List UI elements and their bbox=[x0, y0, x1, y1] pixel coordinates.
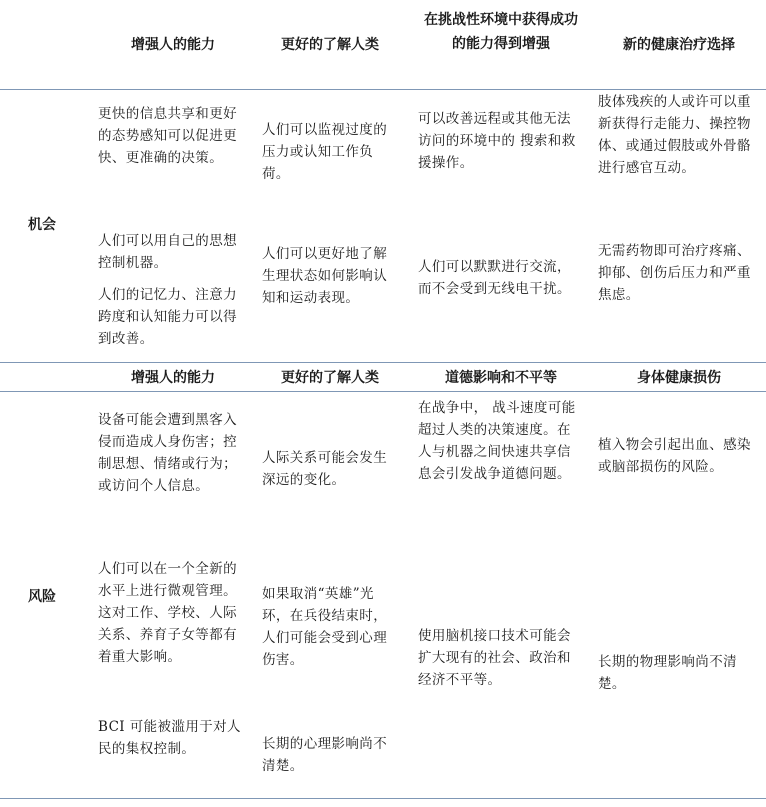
header1-col2: 更好的了解人类 bbox=[281, 37, 379, 53]
risk-col2-text-a: 人际关系可能会发生深远的变化。 bbox=[262, 450, 388, 488]
rule-header2-bottom bbox=[0, 391, 766, 392]
rule-middle bbox=[0, 362, 766, 363]
header2-col2: 更好的了解人类 bbox=[281, 370, 379, 386]
rule-top bbox=[0, 89, 766, 90]
risk-col1-text-b: 人们可以在一个全新的水平上进行微观管理。这对工作、学校、人际关系、养育子女等都有着重大影响。 bbox=[98, 561, 237, 665]
header2-col3: 道德影响和不平等 bbox=[445, 370, 557, 386]
header1-col1: 增强人的能力 bbox=[131, 37, 215, 53]
opp-col2-text-b: 人们可以更好地了解生理状态如何影响认知和运动表现。 bbox=[262, 246, 388, 306]
opp-col3-text-b: 人们可以默默进行交流，而不会受到无线电干扰。 bbox=[418, 259, 571, 297]
rule-bottom bbox=[0, 798, 766, 799]
opp-col1-text-b: 人们可以用自己的思想控制机器。 bbox=[98, 233, 237, 271]
risk-col1-text-a: 设备可能会遭到黑客入侵而造成人身伤害；控制思想、情绪或行为；或访问个人信息。 bbox=[98, 412, 237, 494]
header2-col4: 身体健康损伤 bbox=[637, 370, 721, 386]
opp-col3-text-a: 可以改善远程或其他无法访问的环境中的 搜索和救援操作。 bbox=[418, 111, 576, 171]
opp-col4-text-b: 无需药物即可治疗疼痛、抑郁、创伤后压力和严重焦虑。 bbox=[598, 243, 751, 303]
row-label-risk: 风险 bbox=[28, 589, 56, 605]
risk-col2-text-b: 如果取消“英雄”光环，在兵役结束时，人们可能会受到心理伤害。 bbox=[262, 586, 388, 668]
row-label-opportunity: 机会 bbox=[28, 217, 56, 233]
risk-col2-text-c: 长期的心理影响尚不清楚。 bbox=[262, 736, 388, 774]
risk-col4-text-a: 植入物会引起出血、感染或脑部损伤的风险。 bbox=[598, 437, 751, 475]
opp-col4-text-a: 肢体残疾的人或许可以重新获得行走能力、操控物体、或通过假肢或外骨骼进行感官互动。 bbox=[598, 94, 751, 176]
risk-col3-text-a: 在战争中， 战斗速度可能超过人类的决策速度。在人与机器之间快速共享信息会引发战争道德问题。 bbox=[418, 400, 576, 482]
opp-col2-text-a: 人们可以监视过度的压力或认知工作负荷。 bbox=[262, 122, 388, 182]
opp-col1-text-a: 更快的信息共享和更好的态势感知可以促进更快、更准确的决策。 bbox=[98, 106, 237, 166]
risk-col1-text-c: BCI 可能被滥用于对人民的集权控制。 bbox=[98, 719, 241, 757]
opp-col1-text-c: 人们的记忆力、注意力跨度和认知能力可以得到改善。 bbox=[98, 287, 237, 347]
risk-col3-text-b: 使用脑机接口技术可能会扩大现有的社会、政治和经济不平等。 bbox=[418, 628, 571, 688]
header1-col4: 新的健康治疗选择 bbox=[623, 37, 735, 53]
header2-col1: 增强人的能力 bbox=[131, 370, 215, 386]
risk-col4-text-b: 长期的物理影响尚不清楚。 bbox=[598, 654, 737, 692]
header1-col3: 在挑战性环境中获得成功的能力得到增强 bbox=[424, 12, 578, 52]
